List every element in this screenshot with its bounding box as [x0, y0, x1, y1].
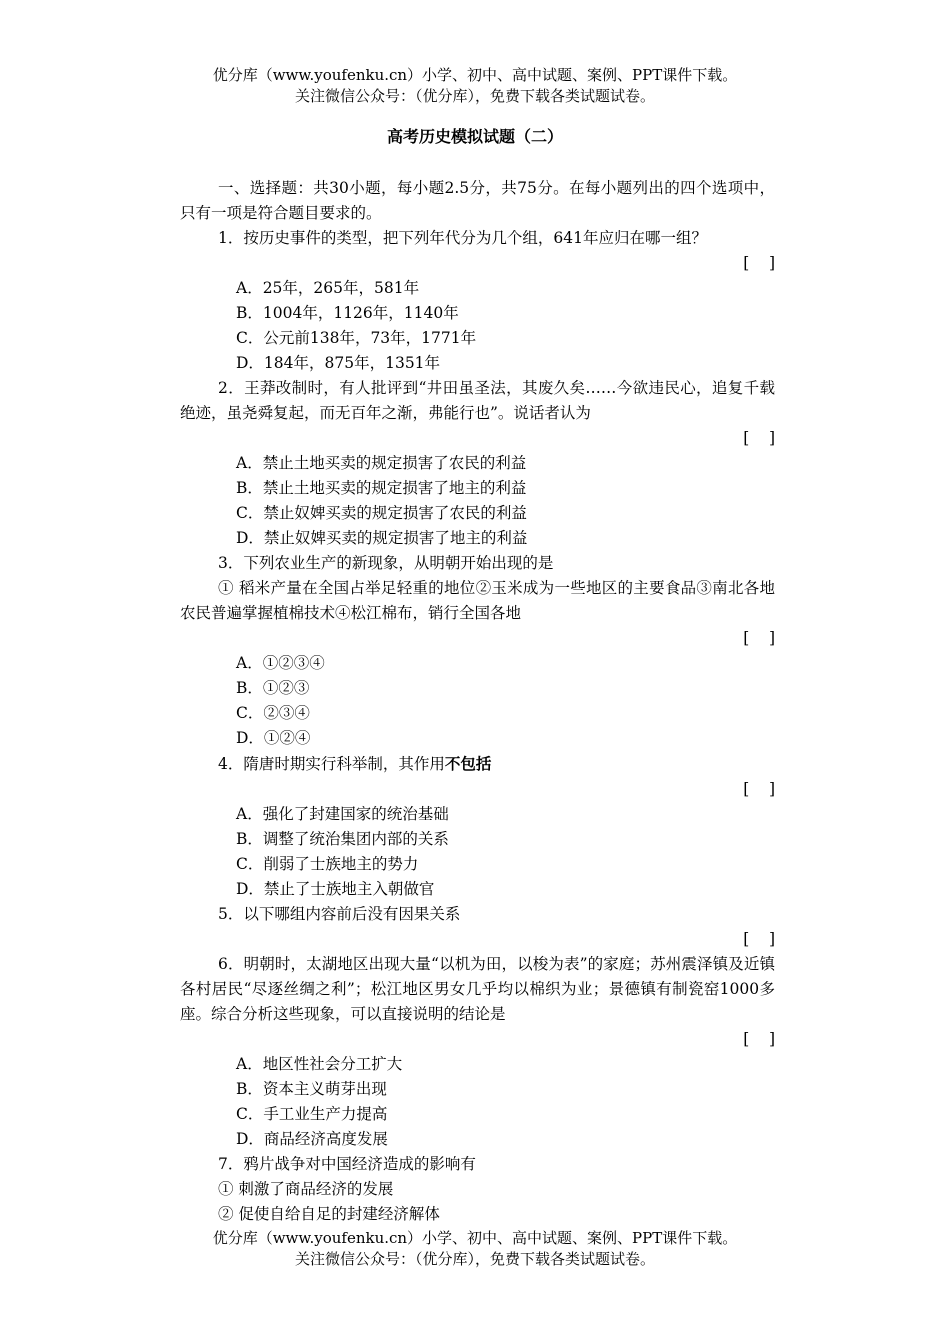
answer-bracket: [ ]: [743, 780, 775, 798]
question-2-option-d: D．禁止奴婢买卖的规定损害了地主的利益: [236, 529, 528, 547]
question-4-stem-text: 4．隋唐时期实行科举制，其作用: [218, 755, 445, 773]
question-2-option-b: B．禁止土地买卖的规定损害了地主的利益: [236, 479, 527, 497]
question-1-option-b: B．1004年，1126年，1140年: [236, 304, 459, 322]
question-1-option-d: D．184年，875年，1351年: [236, 354, 441, 372]
header-line-2: 关注微信公众号：（优分库），免费下载各类试题试卷。: [294, 87, 655, 105]
question-7-stem: 7．鸦片战争对中国经济造成的影响有: [218, 1155, 476, 1173]
page-header: [0, 65, 950, 107]
answer-bracket: [ ]: [743, 930, 775, 948]
question-4-option-b: B．调整了统治集团内部的关系: [236, 830, 449, 848]
question-3-option-b: B．①②③: [236, 679, 310, 697]
question-3-items: ① 稻米产量在全国占举足轻重的地位②玉米成为一些地区的主要食品③南北各地农民普遍掌握植棉技术④松江棉布，销行全国各地: [180, 579, 775, 622]
answer-bracket: [ ]: [743, 254, 775, 272]
answer-bracket: [ ]: [743, 629, 775, 647]
question-4-option-d: D．禁止了士族地主入朝做官: [236, 880, 435, 898]
answer-bracket: [ ]: [743, 1030, 775, 1048]
question-1-stem: 1．按历史事件的类型，把下列年代分为几个组，641年应归在哪一组？: [218, 229, 707, 247]
question-4-stem-emphasis: 不包括: [444, 754, 492, 773]
question-3-stem: 3．下列农业生产的新现象，从明朝开始出现的是: [218, 554, 554, 572]
question-2-option-c: C．禁止奴婢买卖的规定损害了农民的利益: [236, 504, 527, 522]
question-7-item-2: ② 促使自给自足的封建经济解体: [218, 1205, 440, 1223]
question-1-option-c: C．公元前138年，73年，1771年: [236, 329, 477, 347]
exam-content: [180, 176, 775, 1227]
question-6-option-b: B．资本主义萌芽出现: [236, 1080, 387, 1098]
page-footer: [0, 1228, 950, 1270]
footer-line-2: 关注微信公众号：（优分库），免费下载各类试题试卷。: [294, 1250, 655, 1268]
question-5-stem: 5．以下哪组内容前后没有因果关系: [218, 905, 461, 923]
question-6-option-c: C．手工业生产力提高: [236, 1105, 388, 1123]
question-7-item-1: ① 刺激了商品经济的发展: [218, 1180, 394, 1198]
question-2-option-a: A．禁止土地买卖的规定损害了农民的利益: [236, 454, 527, 472]
header-line-1: 优分库（www.youfenku.cn）小学、初中、高中试题、案例、PPT课件下载。: [212, 66, 738, 84]
question-1-option-a: A．25年，265年，581年: [236, 279, 420, 297]
question-3-option-c: C．②③④: [236, 704, 310, 722]
question-6-option-d: D．商品经济高度发展: [236, 1130, 388, 1148]
footer-line-1: 优分库（www.youfenku.cn）小学、初中、高中试题、案例、PPT课件下载。: [212, 1229, 738, 1247]
question-2-stem: 2．王莽改制时，有人批评到“井田虽圣法，其废久矣……今欲违民心，追复千载绝迹，虽尧舜复起，而无百年之渐，弗能行也”。说话者认为: [180, 379, 775, 422]
section-intro: 一、选择题：共30小题，每小题2.5分，共75分。在每小题列出的四个选项中，只有一项是符合题目要求的。: [180, 179, 775, 222]
question-4-stem: [180, 751, 775, 777]
question-6-stem: 6．明朝时，太湖地区出现大量“以机为田，以梭为表”的家庭；苏州震泽镇及近镇各村居民“尽逐丝绸之利”；松江地区男女几乎均以棉织为业；景德镇有制瓷窑1000多座。综合分析这些现象，可以直接说明的结论是: [180, 955, 775, 1023]
question-4-option-a: A．强化了封建国家的统治基础: [236, 805, 449, 823]
answer-bracket: [ ]: [743, 429, 775, 447]
document-title: 高考历史模拟试题（二）: [386, 127, 563, 146]
question-3-option-a: A．①②③④: [236, 654, 325, 672]
question-6-option-a: A．地区性社会分工扩大: [236, 1055, 403, 1073]
question-3-option-d: D．①②④: [236, 729, 311, 747]
question-4-option-c: C．削弱了士族地主的势力: [236, 855, 419, 873]
